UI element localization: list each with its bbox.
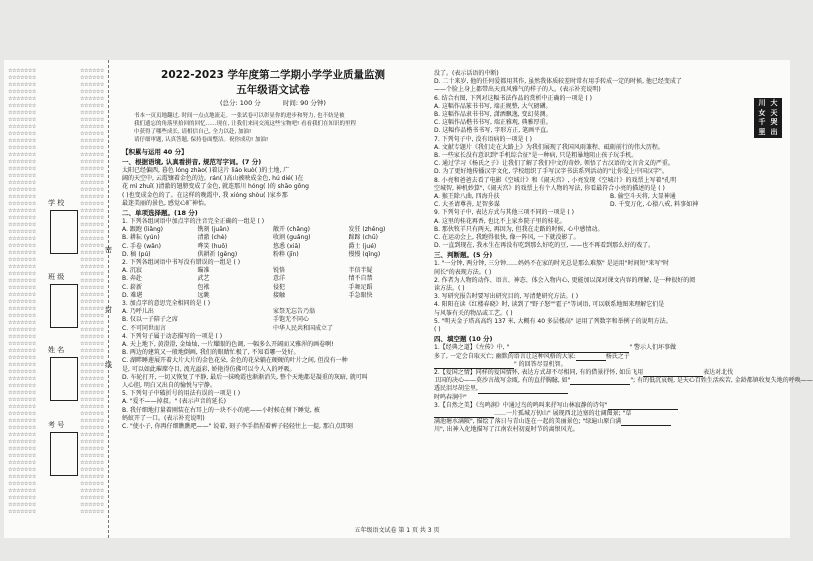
option-row [122,316,424,324]
question-header: 四、填空题 (10 分) [434,335,493,344]
option-row [122,234,424,242]
question-line: 花 mì zhuī( )清澈的翅膀变成了金色, 就连那川 hóng( )的 shāo gōng [122,183,309,191]
option: D. 车轮打开, 一切又恢复了平静, 最后一抹晚霞也渐渐消失, 整个天地都是凝重的灰暗, 就可叫 [122,373,368,381]
option: C. 崭新 [122,283,143,291]
question-header: 一、根据语境, 认真看拼音, 规范写字词。(7 分) [122,158,262,166]
option-row [122,243,424,251]
fill-text: ……一片孤城万仞山" 展现西北边塞的壮阔图景; "草 [494,409,632,417]
option: D. 千变万化, 心猿八戒, 料事如神 [610,201,699,209]
option: 手急眼快 [348,291,373,299]
intro-line: 中获得了哪些成长, 请相信自己, 全力以赴, 加油! [134,129,252,135]
option: 中华人民共和国成立了 [273,324,334,332]
option: C. 通过学习《杨氏之子》让我们了解了我们中文的奇妙, 领悟了古汉语的文言含义的严重。 [434,160,674,168]
option: 包袱 [197,283,210,291]
question-header: 二、单项选择题。(18 分) [122,209,198,218]
option: 侵犯 [273,283,286,291]
option: B. 两边的建筑又一般地倒画, 我们的眼睛忙极了, 不知看哪一处好。 [122,349,300,357]
question-line [434,402,786,410]
calligraphy-char: 里 [758,127,766,136]
intro-line: 请仔细审题, 认真答题, 保持卷面整洁。祝你成功! 加油! [134,137,269,143]
question-line: 2. 下列各组词语中书写没有错误的一组是 ( ) [122,259,241,267]
option: 接触 [273,291,286,299]
calligraphy-char: 川 [758,99,766,107]
question-line: 2. 作者为人物的动作、语言、神态、体会入物内心, 更能加以深对课文内容的理解, 是一种很好的阅 [434,276,696,284]
option: 是, 可以如此璀璨夺目, 流光溢彩, 娇艳得仿佛可以令人入的呼吸。 [122,365,296,373]
seal-char-2: 封 [105,306,112,314]
option: 半信半疑 [348,267,373,275]
class-field[interactable] [50,284,78,328]
option: B. 一些家长没有意识到"手机综合征"是一种病, 只是粗暴地阻止孩子玩手机。 [434,152,638,160]
option: 爵士 (jué) [348,242,377,250]
fill-text: 时鸣春涧中" [434,393,467,401]
star-border-right: ☆☆☆☆☆☆ ☆☆☆☆☆☆ ☆☆☆☆☆☆ ☆☆☆☆☆☆ ☆☆☆☆☆☆ ☆☆☆☆☆☆ ☆☆☆☆☆☆ ☆☆☆☆☆☆ ☆☆☆☆☆☆ ☆☆☆☆☆☆ ☆☆☆☆☆☆ ☆☆☆☆☆☆ ☆☆☆☆☆☆ ☆☆☆☆☆☆ ☆☆☆☆☆☆ ☆☆☆☆☆☆ ☆☆☆☆☆☆ ☆☆☆☆☆☆ ☆☆☆☆☆☆ ☆☆☆☆☆☆ ☆☆☆☆☆☆ ☆☆☆☆☆☆ ☆☆☆☆☆☆ ☆☆☆☆☆☆ ☆☆☆☆☆☆ ☆☆☆☆☆☆ ☆☆☆☆☆☆ ☆☆☆☆☆☆ ☆☆☆☆☆☆ ☆☆☆☆☆☆ ☆☆☆☆☆☆ ☆☆☆☆☆☆ ☆☆☆☆☆☆ ☆☆☆☆☆☆ ☆☆☆☆☆☆ ☆☆☆☆☆☆ ☆☆☆☆☆☆ ☆☆☆☆☆☆ ☆☆☆☆☆☆ ☆☆☆☆☆☆ ☆☆☆☆☆☆ ☆☆☆☆☆☆ ☆☆☆☆☆☆ ☆☆☆☆☆☆ ☆☆☆☆☆☆ ☆☆☆☆☆☆ ☆☆☆☆☆☆ ☆☆☆☆☆☆ ☆☆☆☆☆☆ ☆☆☆☆☆☆ ☆☆☆☆☆☆ ☆☆☆☆☆☆ ☆☆☆☆☆☆ ☆☆☆☆☆☆ ☆☆☆☆☆☆ ☆☆☆☆☆☆ ☆☆☆☆☆☆ ☆☆☆☆☆☆ ☆☆☆☆☆☆ ☆☆☆☆☆☆ ☆☆☆☆☆☆ ☆☆☆☆☆☆ ☆☆☆☆☆☆ ☆☆☆☆☆☆ [80,68,104,515]
intro-paragraph [122,112,424,144]
option: C. 湖畔睡莲展开着大片大片的金色花朵, 金色的花朵躺在硬硬的叶片之间, 但没有一种 [122,357,348,365]
name-field[interactable] [50,357,78,401]
fill-text: "; 有的低沉哀婉, 是天心百姓生活疾苦, 金龄都镇收复失地的呼唤—— [630,377,813,385]
option: D. 稿 (pú) [122,250,151,258]
fill-text: 表达对北伐 [703,368,734,376]
option: 人心胆, 明白又出自的愉悦与宁静。 [122,382,216,390]
fill-text: 透民泪尽胡尘里, [434,385,478,393]
option: B. 这幅作品隶书书写, 潇洒飘逸, 变幻莫测。 [434,111,552,119]
question-line: 与风筝有关的物品或工艺。( ) [434,309,513,317]
section-header: 【积累与运用 40 分】 [122,148,188,156]
option: 锐恪 [273,267,286,275]
binding-margin [4,60,116,538]
seal-char-1: 密 [105,246,112,254]
option-row [122,284,424,292]
option: D. 一直到现在, 我永生在再没有吃到那么好吃的豆, ——也不再看到那么好的戏了。 [434,242,655,250]
calligraphy-char: 哭 [770,118,778,126]
question-line: 阔的天空中, 云霞镶着金色的边。rán( )高山被映成金色, hú dié( )在 [122,175,304,183]
option: B. 耕耘 (yún) [122,234,160,242]
option: C. 不可同世而言 [122,324,167,332]
option: D. 这幅作品楷书书写, 字形方正, 笔画平直。 [434,127,553,135]
question-line: 5. 下列句子中破折号的用法有误的一项是 ( ) [122,390,241,398]
fill-blank[interactable] [478,387,568,394]
calligraphy-char: 女 [758,108,766,117]
option: 蚂蚁开了一口。(表示补充说明) [122,414,205,422]
intro-line: 我们遗忘的角落里拾回的回忆……现在, 让我们来同交流这些宝物吧! 看看我们在知识的里程 [134,121,356,127]
question-line: ( )也变成金色的了。在这样的晚霞中, 我 xióng shòu( )家乡那 [122,191,288,199]
option: C. 在运动会上, 我跑得很快, 像一阵风, 一下就没影了。 [434,234,580,242]
option: 意洋 [273,275,286,283]
option: A. 这幅作品篆书书写, 端正规整, 大气磅礴。 [434,102,552,110]
option: A. 跟跑 (liǎng) [122,226,164,234]
option: D. 难堪 [122,291,143,299]
fill-blank[interactable] [621,419,671,426]
option: 手舞足蹈 [348,283,373,291]
fill-text: 杨氏之子 [605,352,630,360]
question-line: 没了。(表示话语的中断) [434,70,499,77]
number-field[interactable] [50,432,78,476]
option: 慢慢 (qǐng) [348,250,381,258]
question-line: 5. "明天金子塔高高约 137 米, 大概有 40 多层楼高" 运用了列数字和举例子的说明方法。 [434,317,672,325]
option: 手饱无不同心 [273,316,310,324]
question-line [434,361,786,369]
option: B. 奔赴 [122,275,142,283]
left-column [122,60,424,431]
fill-text: 2.【爱国之情】同样的爱国情怀, 表达方式却不尽相同, 有的借景抒怀, 如岳飞用 [434,368,644,376]
calligraphy-image [754,98,782,138]
question-line: 3. 写研究报告时要写出研究目的, 写清楚研究方法。( ) [434,293,579,301]
fill-text: 3.【自然之美】《鸟鸣涧》中通过鸟的鸣叫来抒写山林寂静的诗句" [434,401,608,409]
question-line: 8. 小亮和爸爸去看了电影《空城计》和《闹天宫》, 小亮发现《空城计》的戏票上写着"孔明 [434,176,677,184]
option-row [122,251,424,259]
total-score: (总分: 100 分 [220,99,261,107]
calligraphy-char: 千 [758,118,766,126]
option: 悠悉 (xiā) [273,242,301,250]
question-line: 4. 下列句子属于动态描写的一项是 ( ) [122,332,223,340]
fill-blank[interactable] [434,362,514,369]
fill-blank[interactable] [570,378,630,385]
question-line [434,344,786,352]
seal-line [108,60,109,538]
option: 远眺 [197,291,210,299]
option: B. 仅以一子陪子之席 [122,316,178,324]
option-row [122,275,424,283]
school-field[interactable] [50,210,78,254]
option: A. 乃呼儿出 [122,308,154,316]
question-line: 1. "一分钟, 两分钟, 三分钟……妈妈不在家的时光总是那么难熬" 是运用"时间短"来写"时 [434,260,669,268]
option: ——个脸上身上都带出天真风雅气的样子的人。(表示补充说明) [434,86,601,94]
option: C. "使小子, 你再仔细瞧瞧吧——" 说着, 刻子李手指捏着裤子轻轻往上一提, 那白点即刻 [122,423,353,431]
fill-text: " 的回答尽显机智。 [514,360,567,368]
fill-blank[interactable] [576,354,606,361]
question-line [434,369,786,377]
calligraphy-char: 天 [770,108,778,117]
name-label: 姓 名 [48,346,65,354]
option: A. 沉寂 [122,267,142,275]
question-line: 9. 下列句子中, 表达方式与其他三项不同的一项是 ( ) [434,209,574,217]
exam-page [4,60,813,538]
question-line: 4. 阳阳在读《红楼春晓》时, 读到了"野子怒""霍子"等词语, 可以联系地图来理解它们是 [434,301,665,309]
option: B. 我仔细地打量着刚装在右耳上的一块不小的疤——小时候在树下睡觉, 被 [122,406,320,414]
option: 粉粹 (jīn) [273,250,299,258]
option: 清澈 (chè) [197,234,227,242]
question-line [434,410,786,418]
question-line: 1. 下列各组词语中加点字的注音完全正确的一组是 ( ) [122,218,265,226]
exam-title: 2022-2023 学年度第二学期小学学业质量监测 [161,69,385,81]
school-label: 学 校 [48,199,65,207]
option: C. 手卷 (wǎn) [122,242,161,250]
option: 哗笑 (huō) [197,242,228,250]
question-line: 空城智, 神机妙算",《闹天宫》的戏票上有个人物的写法, 你看最符合小亮的描述的是 ( ) [434,184,665,192]
option: B. 那伙牧羊只有两天, 再因为, 但我在走路的时候, 心中感情动。 [434,225,604,233]
number-label: 考 号 [48,421,65,429]
option: 情不自禁 [348,275,373,283]
option-row [122,292,424,300]
option: 发狂 (zhēng) [348,226,386,234]
option: A. "爱不——掉叔。" (表示声音的延长) [122,398,226,406]
option: 武艺 [197,275,210,283]
right-column [434,70,813,435]
option: 瞄准 [197,267,210,275]
fill-text: 满池塘水满陂", 描绘了落日与青山连在一起的美丽景色; "绿遍山原白满 [434,418,622,426]
intro-line: 书本一页页地翻过, 时间一点点地流走。一张试卷可以彰显你的进步和努力, 也不妨是被 [134,113,345,119]
page-footer: 五年级语文试卷 第 1 页 共 3 页 [354,527,440,534]
option: 家祭无忘告乃翁 [273,308,316,316]
option-row [122,325,424,333]
exam-time: 时间: 90 分钟) [282,99,326,107]
option: C. 这幅作品楷书书写, 端正雅观, 典雅厚重。 [434,119,552,127]
option: A. 猴王除八曲, 四海升扶 [434,193,500,201]
question-line: 3. 加点字的意思完全相同的是 ( ) [122,300,211,308]
question-line [434,377,813,385]
calligraphy-char: 大 [770,99,778,107]
star-border-left: ☆☆☆☆☆☆☆ ☆☆☆☆☆☆☆ ☆☆☆☆☆☆☆ ☆☆☆☆☆☆☆ ☆☆☆☆☆☆☆ ☆☆☆☆☆☆☆ ☆☆☆☆☆☆☆ ☆☆☆☆☆☆☆ ☆☆☆☆☆☆☆ ☆☆☆☆☆☆☆ ☆☆☆☆☆☆☆ ☆☆☆☆☆☆☆ ☆☆☆☆☆☆☆ ☆☆☆☆☆☆☆ ☆☆☆☆☆☆☆ ☆☆☆☆☆☆☆ ☆☆☆☆☆☆☆ ☆☆☆☆☆☆☆ ☆☆☆☆☆☆☆ ☆☆☆☆☆☆☆ ☆☆☆☆☆☆☆ ☆☆☆☆☆☆☆ ☆☆☆☆☆☆☆ ☆☆☆☆☆☆☆ ☆☆☆☆☆☆☆ ☆☆☆☆☆☆☆ ☆☆☆☆☆☆☆ ☆☆☆☆☆☆☆ ☆☆☆☆☆☆☆ ☆☆☆☆☆☆☆ ☆☆☆☆☆☆☆ ☆☆☆☆☆☆☆ ☆☆☆☆☆☆☆ ☆☆☆☆☆☆☆ ☆☆☆☆☆☆☆ ☆☆☆☆☆☆☆ ☆☆☆☆☆☆☆ ☆☆☆☆☆☆☆ ☆☆☆☆☆☆☆ ☆☆☆☆☆☆☆ ☆☆☆☆☆☆☆ ☆☆☆☆☆☆☆ ☆☆☆☆☆☆☆ ☆☆☆☆☆☆☆ ☆☆☆☆☆☆☆ ☆☆☆☆☆☆☆ ☆☆☆☆☆☆☆ ☆☆☆☆☆☆☆ ☆☆☆☆☆☆☆ ☆☆☆☆☆☆☆ ☆☆☆☆☆☆☆ ☆☆☆☆☆☆☆ ☆☆☆☆☆☆☆ ☆☆☆☆☆☆☆ ☆☆☆☆☆☆☆ ☆☆☆☆☆☆☆ ☆☆☆☆☆☆☆ ☆☆☆☆☆☆☆ ☆☆☆☆☆☆☆ ☆☆☆☆☆☆☆ ☆☆☆☆☆☆☆ ☆☆☆☆☆☆☆ ☆☆☆☆☆☆☆ ☆☆☆☆☆☆☆ [8,68,36,515]
question-line: ( ) [434,326,441,334]
question-header: 三、判断题。(5 分) [434,251,493,260]
exam-meta [122,98,424,109]
option: 敞开 (chǎng) [273,226,310,234]
fill-text: 多了, 一定会自取灭亡; 幽默的语言让这种风格的大家: [434,352,576,360]
option: 蹄蹄 (chū) [348,234,378,242]
question-line [434,353,786,361]
fill-blank[interactable] [608,403,678,410]
option: A. 文献专题片《我们走在大路上》为我们展现了我国风雨兼程、砥砺前行的伟大历程。 [434,143,664,151]
option: 收割 (guǎng) [273,234,311,242]
question-line: 最迷美丽的景色, 感觉心旷神怡。 [122,199,210,207]
option: B. 偷空斗天将, 大显神通 [610,193,676,201]
question-line [434,385,786,393]
option: D. 二十来岁, 他的任何爱都用其作, 虽然我体质较差时常有用手转成一定的时候, 他已经变成了 [434,78,682,86]
exam-subtitle: 五年级语文试卷 [236,84,310,96]
option: 镌刻 (juān) [197,226,230,234]
class-label: 班 级 [48,273,65,281]
question-line: 间长"的表现方法。( ) [434,268,492,276]
fill-text: 川", 出神入化地描写了江南农村初夏时节的离恨风光。 [434,426,579,434]
calligraphy-char: 出 [770,127,778,136]
option: 供耕祈 (gēng) [197,250,238,258]
option: A. 天上地下, 黄澄澄, 金灿灿, 一片耀眼的色调, 一幅多么开阔而又雅浑的画卷啊! [122,341,334,349]
question-line: 太阳已经偏西, 暮色 lóng zhào( )着这片 liáo kuò( )的土地, 广 [122,167,290,174]
fill-text: " 警示人们坏事做 [629,344,676,352]
option: C. 大圣请尊善, 足智多谋 [434,201,500,209]
fill-blank[interactable] [509,346,629,353]
option: A. 这里的桂花再香, 也比不上家乡院子里的桂花。 [434,217,566,225]
question-line: 读方法。( ) [434,285,465,293]
option: D. 为了更好地传播汉字文化, 学校组织了手写汉字书法系列活动的"让你爱上中国汉字"。 [434,168,668,176]
question-line [434,426,786,434]
fill-text: 1.【经典之道】《左传》中, " [434,344,510,352]
question-line: 7. 下列句子中, 没有语病的一项是 ( ) [434,135,532,143]
fill-text: 卫国的决心——莫沙言战写金瓯, 有的直抒胸臆, 如" [434,377,571,385]
question-line [434,394,786,402]
question-line: 6. 结合右图, 下列对这幅书法作品的赏析中正确的一项是 ( ) [434,94,592,102]
seal-char-3: 线 [105,361,112,369]
